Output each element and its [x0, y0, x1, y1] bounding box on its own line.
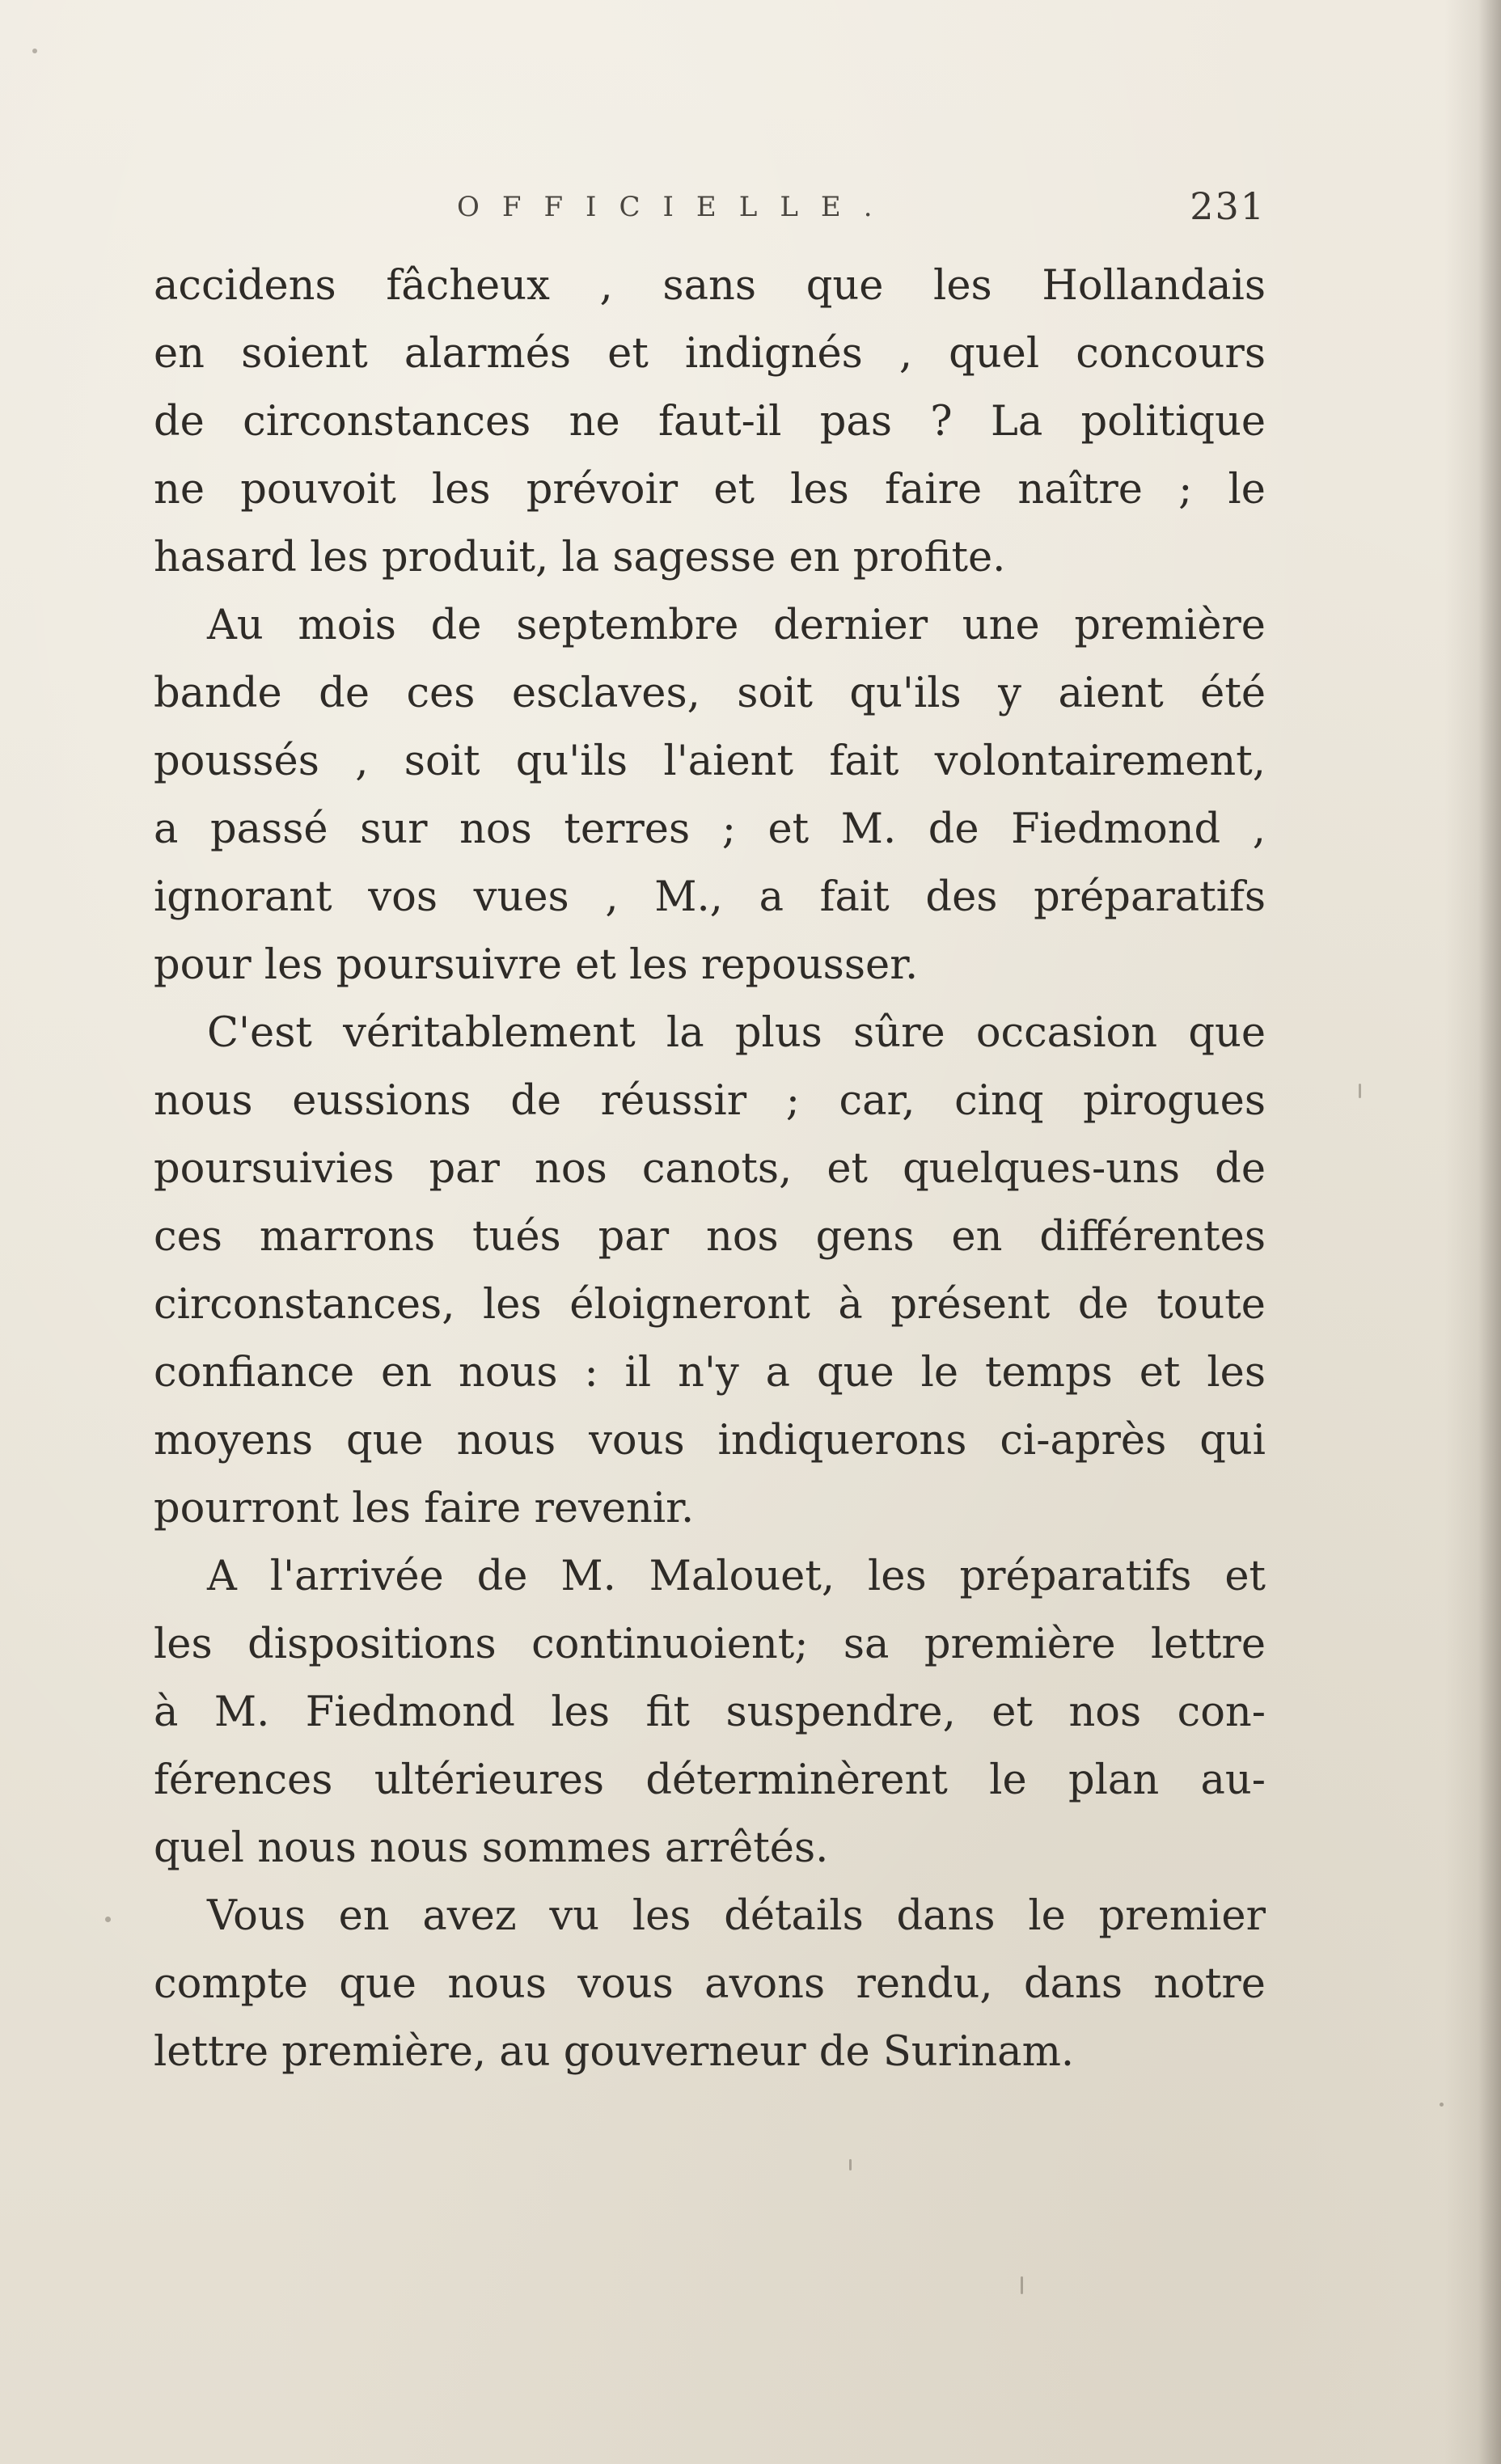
text-line: ne pouvoit les prévoir et les faire naître ; le	[154, 466, 1266, 514]
text-line: ignorant vos vues , M., a fait des préparatifs	[154, 873, 1266, 921]
text-line: A l'arrivée de M. Malouet, les préparatifs et	[207, 1553, 1266, 1600]
text-line: pour les poursuivre et les repousser.	[154, 941, 919, 989]
text-line: bande de ces esclaves, soit qu'ils y aient été	[154, 670, 1266, 717]
text-line: férences ultérieures déterminèrent le plan au-	[154, 1756, 1266, 1804]
text-line: moyens que nous vous indiquerons ci-après qui	[154, 1417, 1266, 1464]
running-head-title: OFFICIELLE.	[457, 191, 895, 223]
paper-speck	[32, 49, 37, 53]
page-edge-shadow	[1444, 0, 1501, 2464]
text-line: poursuivies par nos canots, et quelques-uns de	[154, 1145, 1266, 1193]
paper-speck	[1440, 2103, 1444, 2107]
paper-speck	[1359, 1084, 1361, 1098]
text-line: circonstances, les éloigneront à présent de toute	[154, 1281, 1266, 1329]
text-line: Vous en avez vu les détails dans le premier	[207, 1892, 1266, 1940]
text-line: les dispositions continuoient; sa première lettre	[154, 1621, 1266, 1668]
text-line: Au mois de septembre dernier une première	[207, 602, 1266, 649]
text-line: en soient alarmés et indignés , quel concours	[154, 330, 1266, 378]
text-line: nous eussions de réussir ; car, cinq pirogues	[154, 1077, 1266, 1125]
paper-speck	[849, 2159, 852, 2170]
text-line: lettre première, au gouverneur de Surinam.	[154, 2028, 1075, 2076]
body-text	[154, 252, 1266, 2086]
text-line: C'est véritablement la plus sûre occasion que	[207, 1009, 1266, 1057]
text-line: ces marrons tués par nos gens en différentes	[154, 1213, 1266, 1261]
paper-speck	[105, 1917, 111, 1922]
text-line: accidens fâcheux , sans que les Hollandais	[154, 262, 1266, 310]
text-line: a passé sur nos terres ; et M. de Fiedmond ,	[154, 805, 1266, 853]
running-head	[154, 184, 1266, 241]
page-number: 231	[1190, 184, 1266, 228]
text-line: poussés , soit qu'ils l'aient fait volontairement,	[154, 738, 1266, 785]
text-line: quel nous nous sommes arrêtés.	[154, 1824, 829, 1872]
text-line: pourront les faire revenir.	[154, 1485, 695, 1532]
text-line: de circonstances ne faut-il pas ? La politique	[154, 398, 1266, 446]
text-line: compte que nous vous avons rendu, dans notre	[154, 1960, 1266, 2008]
text-line: à M. Fiedmond les fit suspendre, et nos con-	[154, 1688, 1266, 1736]
paper-speck	[1021, 2276, 1023, 2294]
text-line: confiance en nous : il n'y a que le temps et les	[154, 1349, 1266, 1397]
text-line: hasard les produit, la sagesse en profite.	[154, 534, 1006, 581]
